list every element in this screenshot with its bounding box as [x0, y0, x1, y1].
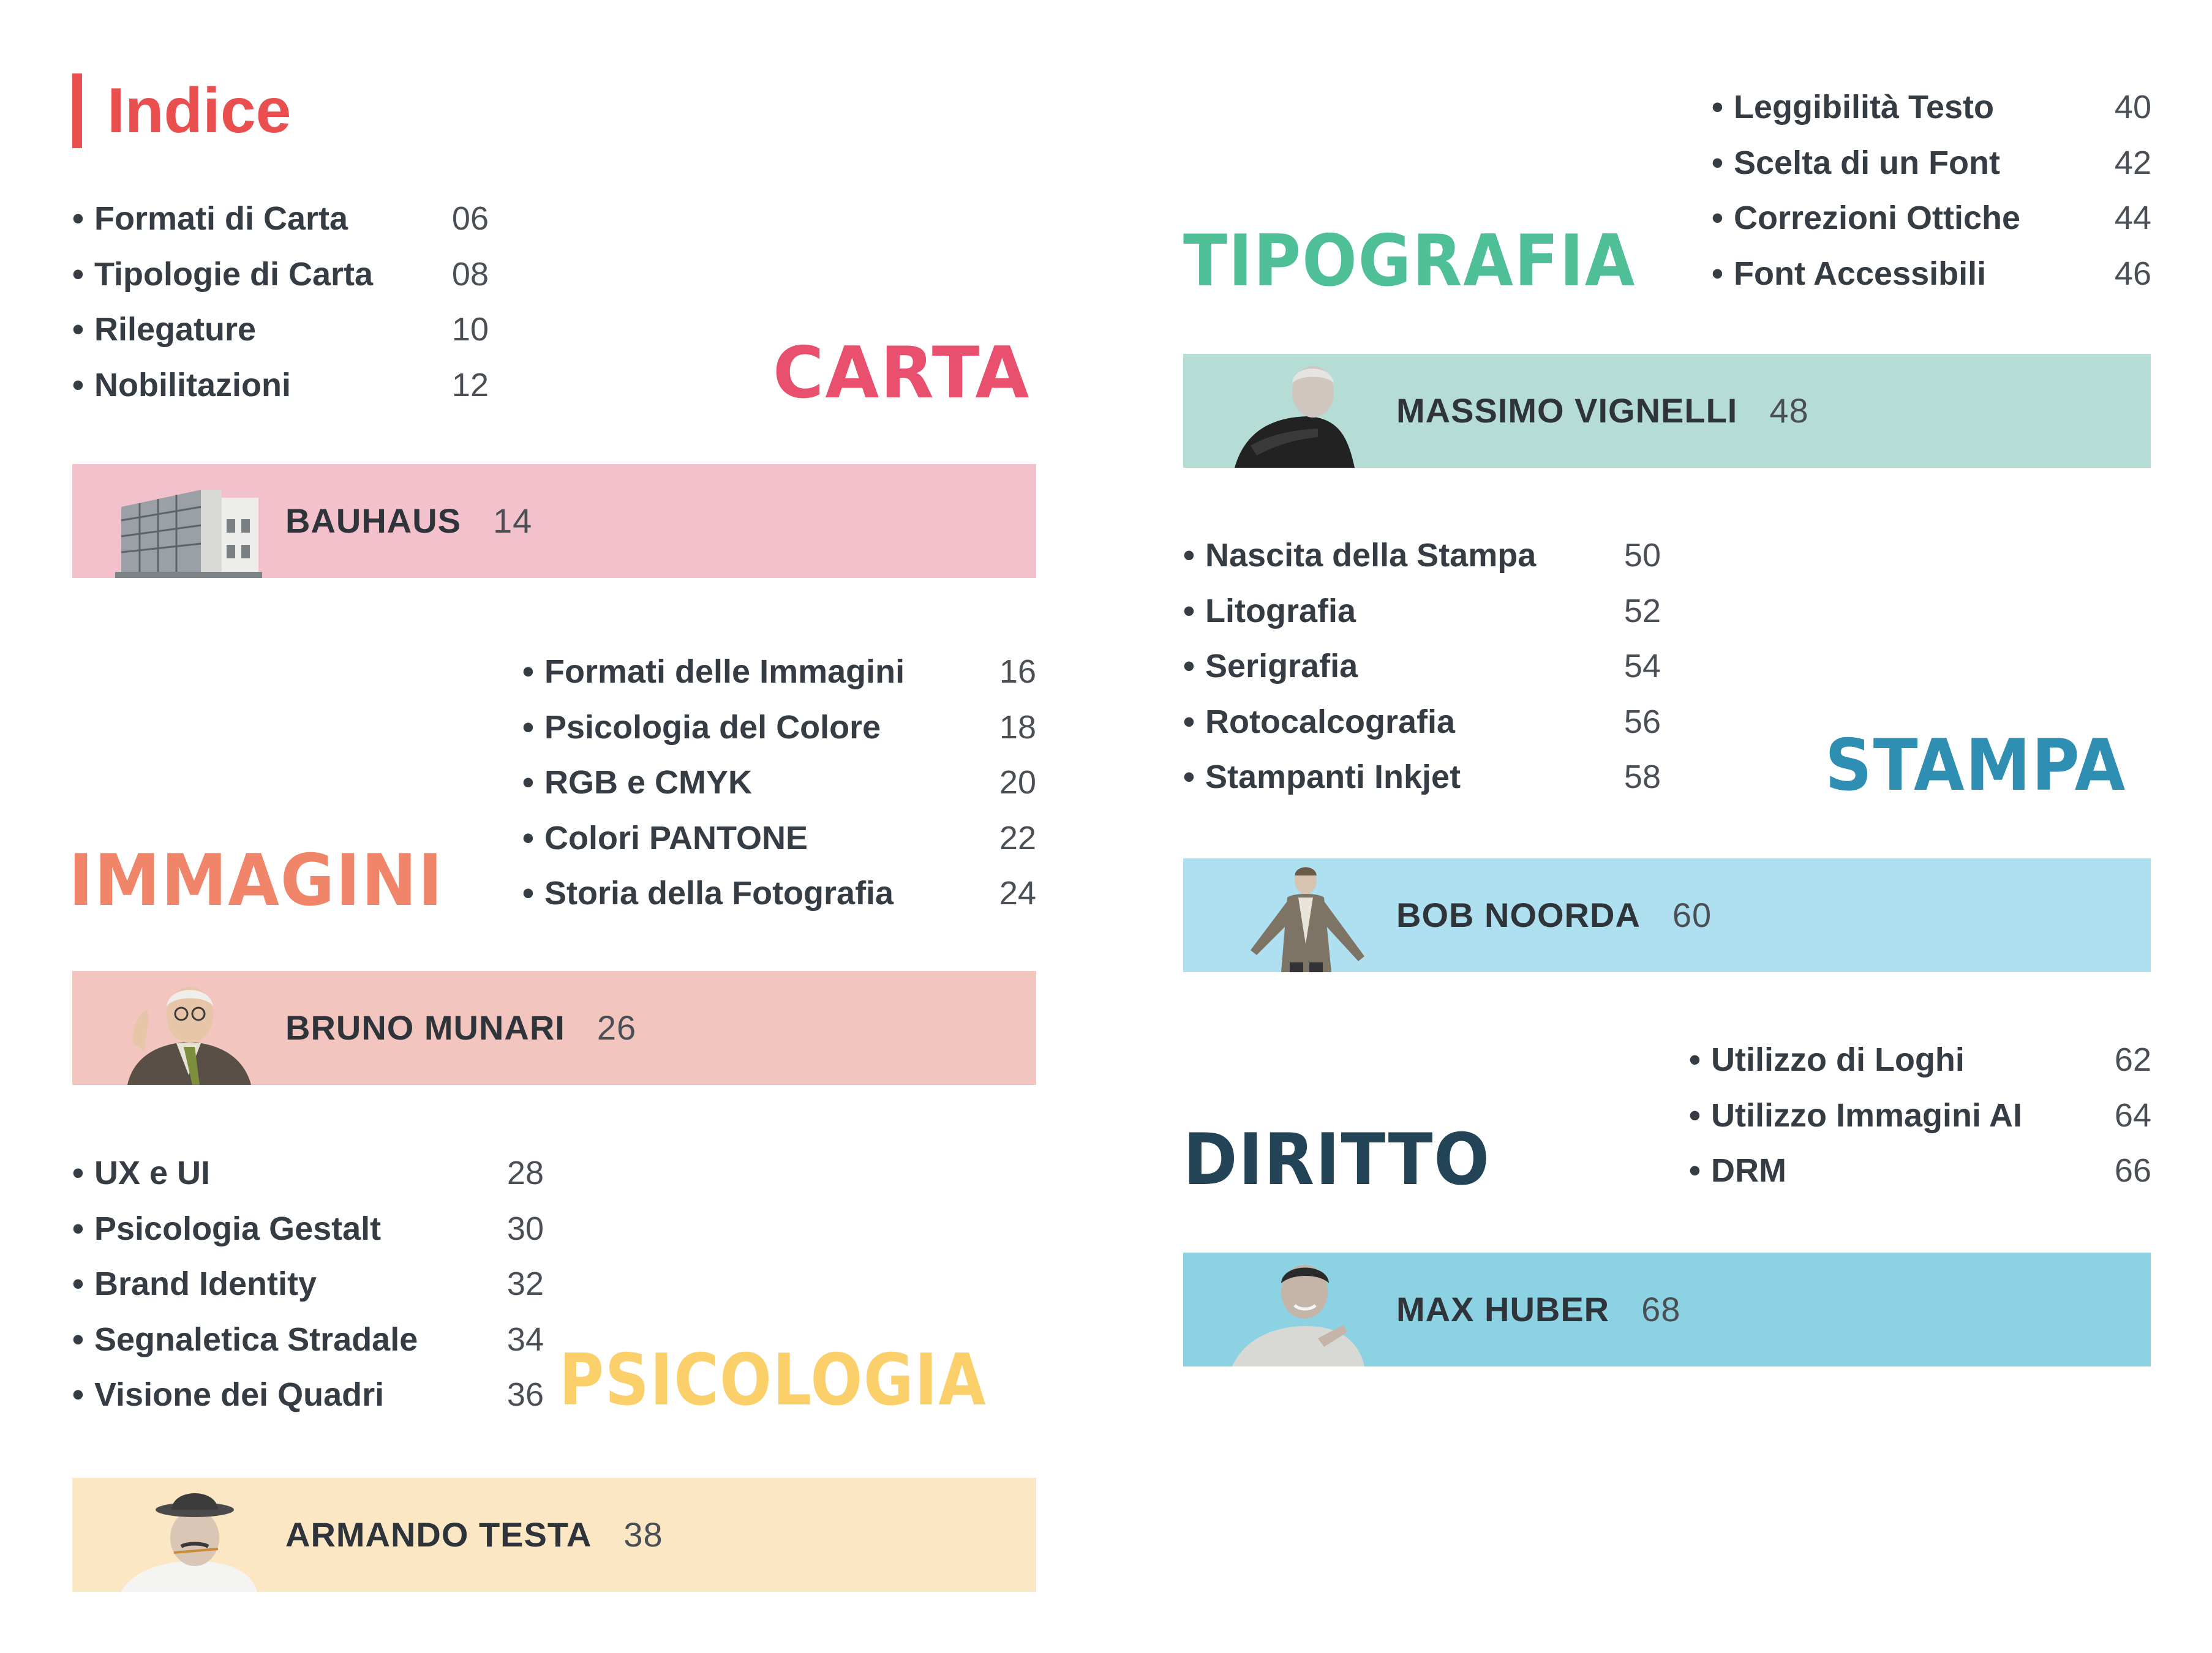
toc-item-page: 44 [2114, 200, 2151, 236]
banner-name: BAUHAUS [285, 501, 461, 540]
banner-label [285, 971, 636, 1085]
toc-item[interactable]: • Psicologia Gestalt 30 [72, 1201, 544, 1257]
toc-item[interactable]: • Scelta di un Font 42 [1712, 135, 2151, 191]
banner-bruno-munari[interactable] [72, 971, 1036, 1085]
banner-massimo-vignelli[interactable] [1183, 354, 2151, 468]
toc-item-label: Visione dei Quadri [94, 1376, 385, 1413]
page-title: Indice [107, 75, 292, 146]
toc-item-label: Psicologia Gestalt [94, 1210, 382, 1247]
banner-page: 26 [596, 1008, 637, 1047]
toc-item-page: 54 [1623, 648, 1661, 684]
toc-item-label: Tipologie di Carta [94, 255, 374, 293]
toc-item-page: 56 [1623, 703, 1661, 740]
toc-item-label: Nascita della Stampa [1205, 537, 1537, 574]
banner-bauhaus[interactable] [72, 464, 1036, 578]
toc-item-label: Utilizzo di Loghi [1711, 1041, 1965, 1078]
toc-item-label: Stampanti Inkjet [1205, 759, 1461, 795]
toc-item[interactable]: • Rilegature 10 [72, 302, 489, 358]
banner-label [285, 1478, 663, 1592]
armando-testa-photo [115, 1478, 262, 1592]
toc-item-label: Font Accessibili [1734, 255, 1987, 292]
banner-label [1396, 354, 1809, 468]
banner-page: 38 [623, 1515, 663, 1554]
banner-page: 68 [1641, 1290, 1681, 1329]
toc-item-page: 62 [2114, 1041, 2151, 1078]
toc-item-label: Utilizzo Immagini AI [1711, 1096, 2023, 1134]
toc-list-psicologia [72, 1145, 544, 1423]
toc-item[interactable]: • Rotocalcografia 56 [1183, 694, 1661, 750]
toc-item[interactable]: • Segnaletica Stradale 34 [72, 1312, 544, 1368]
toc-item-label: Psicologia del Colore [544, 708, 881, 746]
toc-item-label: Correzioni Ottiche [1734, 200, 2021, 236]
section-heading-carta: CARTA [773, 332, 1031, 414]
toc-item[interactable]: • Utilizzo di Loghi 62 [1689, 1032, 2151, 1088]
toc-item[interactable]: • UX e UI 28 [72, 1145, 544, 1201]
banner-name: ARMANDO TESTA [285, 1515, 592, 1554]
toc-item-page: 08 [451, 255, 489, 293]
toc-item-label: Scelta di un Font [1734, 144, 2001, 181]
toc-item-label: Rotocalcografia [1205, 703, 1456, 740]
toc-item[interactable]: • Colori PANTONE 22 [522, 811, 1036, 866]
toc-item[interactable]: • Psicologia del Colore 18 [522, 700, 1036, 755]
banner-name: MASSIMO VIGNELLI [1396, 391, 1738, 430]
toc-item-label: DRM [1711, 1152, 1786, 1189]
toc-item-page: 46 [2114, 255, 2151, 292]
toc-item-page: 34 [506, 1321, 544, 1358]
toc-item[interactable]: • DRM 66 [1689, 1143, 2151, 1199]
bauhaus-building-photo [115, 464, 262, 578]
banner-max-huber[interactable] [1183, 1253, 2151, 1366]
toc-item-label: Brand Identity [94, 1265, 317, 1302]
banner-label [1396, 858, 1712, 972]
toc-item-page: 06 [451, 200, 489, 237]
toc-item-page: 12 [451, 366, 489, 403]
banner-label [1396, 1253, 1680, 1366]
toc-item-label: RGB e CMYK [544, 764, 753, 801]
toc-item[interactable]: • Stampanti Inkjet 58 [1183, 749, 1661, 805]
toc-item[interactable]: • Visione dei Quadri 36 [72, 1367, 544, 1423]
toc-item[interactable]: • RGB e CMYK 20 [522, 755, 1036, 811]
bruno-munari-photo [115, 971, 262, 1085]
toc-item-page: 50 [1623, 537, 1661, 574]
toc-item[interactable]: • Formati delle Immagini 16 [522, 644, 1036, 700]
toc-list-stampa [1183, 528, 1661, 805]
massimo-vignelli-photo [1226, 354, 1373, 468]
bob-noorda-photo [1226, 858, 1373, 972]
toc-item[interactable]: • Correzioni Ottiche 44 [1712, 190, 2151, 246]
section-heading-stampa: STAMPA [1825, 724, 2127, 807]
toc-item-label: Segnaletica Stradale [94, 1321, 418, 1358]
toc-item-page: 36 [506, 1376, 544, 1413]
section-heading-psicologia: PSICOLOGIA [559, 1339, 987, 1422]
toc-item-label: Serigrafia [1205, 648, 1358, 684]
toc-item-label: Rilegature [94, 311, 257, 348]
toc-item-page: 58 [1623, 759, 1661, 795]
section-heading-tipografia: TIPOGRAFIA [1183, 220, 1636, 302]
banner-page: 48 [1769, 391, 1809, 430]
toc-item[interactable]: • Formati di Carta 06 [72, 191, 489, 247]
toc-item-page: 18 [999, 708, 1036, 746]
section-heading-immagini: IMMAGINI [69, 839, 444, 922]
banner-page: 14 [493, 501, 533, 540]
banner-armando-testa[interactable] [72, 1478, 1036, 1592]
toc-item[interactable]: • Utilizzo Immagini AI 64 [1689, 1088, 2151, 1144]
toc-list-tipografia [1712, 80, 2151, 301]
toc-list-immagini [522, 644, 1036, 921]
toc-item-page: 30 [506, 1210, 544, 1247]
toc-item-label: Nobilitazioni [94, 366, 291, 403]
banner-name: BRUNO MUNARI [285, 1008, 565, 1047]
title-accent-bar [72, 73, 82, 148]
banner-name: BOB NOORDA [1396, 896, 1641, 934]
toc-item[interactable]: • Litografia 52 [1183, 583, 1661, 639]
toc-item-page: 66 [2114, 1152, 2151, 1189]
toc-list-diritto [1689, 1032, 2151, 1199]
toc-item-page: 52 [1623, 592, 1661, 629]
banner-label [285, 464, 532, 578]
toc-item-label: UX e UI [94, 1155, 211, 1191]
toc-item-label: Storia della Fotografia [544, 875, 894, 912]
toc-item[interactable]: • Tipologie di Carta 08 [72, 247, 489, 302]
toc-item-label: Colori PANTONE [544, 819, 808, 856]
banner-name: MAX HUBER [1396, 1290, 1610, 1329]
toc-item-label: Formati delle Immagini [544, 653, 905, 690]
toc-item[interactable]: • Storia della Fotografia 24 [522, 866, 1036, 921]
toc-item-page: 20 [999, 764, 1036, 801]
toc-list-carta [72, 191, 489, 413]
toc-item-page: 24 [999, 875, 1036, 912]
toc-item[interactable]: • Nobilitazioni 12 [72, 358, 489, 413]
section-heading-diritto: DIRITTO [1183, 1119, 1491, 1201]
toc-item-label: Formati di Carta [94, 200, 348, 237]
banner-bob-noorda[interactable] [1183, 858, 2151, 972]
banner-page: 60 [1672, 896, 1712, 934]
toc-item-page: 32 [506, 1265, 544, 1302]
toc-item[interactable]: • Serigrafia 54 [1183, 639, 1661, 694]
toc-item-page: 40 [2114, 89, 2151, 126]
toc-item[interactable]: • Brand Identity 32 [72, 1256, 544, 1312]
toc-item-page: 10 [451, 311, 489, 348]
toc-item-page: 16 [999, 653, 1036, 690]
toc-item[interactable]: • Nascita della Stampa 50 [1183, 528, 1661, 583]
toc-item-page: 64 [2114, 1096, 2151, 1134]
toc-item[interactable]: • Leggibilità Testo 40 [1712, 80, 2151, 135]
toc-item-page: 22 [999, 819, 1036, 856]
toc-item-page: 42 [2114, 144, 2151, 181]
toc-item[interactable]: • Font Accessibili 46 [1712, 246, 2151, 302]
toc-item-label: Leggibilità Testo [1734, 89, 1995, 126]
toc-item-label: Litografia [1205, 592, 1356, 629]
max-huber-photo [1226, 1253, 1373, 1366]
toc-item-page: 28 [506, 1155, 544, 1191]
